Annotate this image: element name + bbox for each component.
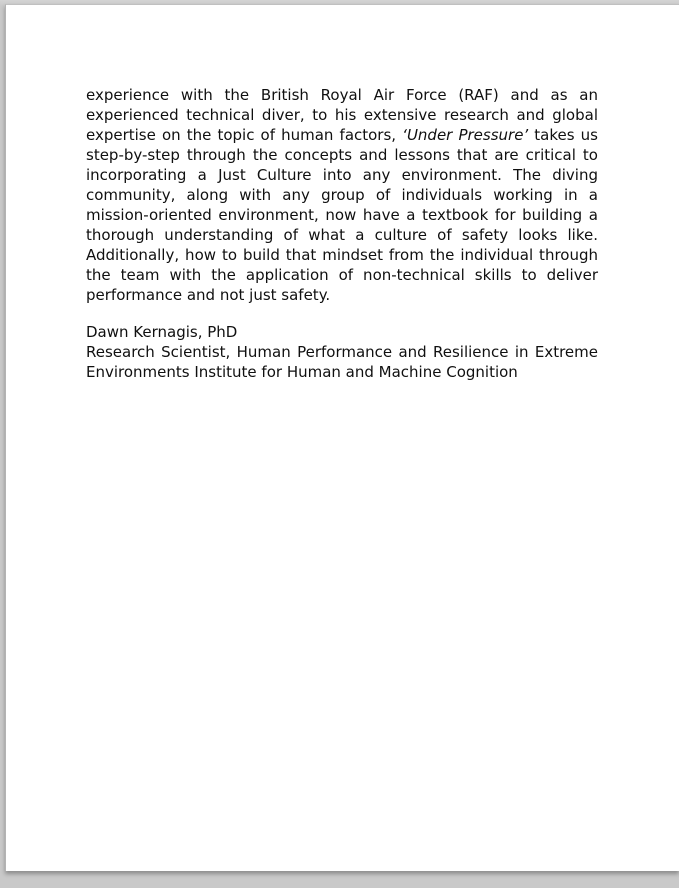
endorsement-text-before-title: experience with the British Royal Air Force (RAF) and as an experienced technical diver, to his extensive research and global expertise on the topic of human factors, bbox=[86, 86, 598, 144]
signature-block bbox=[86, 322, 598, 382]
endorsement-paragraph bbox=[86, 85, 598, 305]
signature-name: Dawn Kernagis, PhD bbox=[86, 323, 238, 341]
page-content bbox=[86, 85, 598, 382]
endorsement-text-after-title: takes us step-by-step through the concepts and lessons that are critical to incorporating a Just Culture into any environment. The diving community, along with any group of individuals working in a mission-oriented environment, now have a textbook for building a thorough understanding of what a culture of safety looks like. Additionally, how to build that mindset from the individual through the team with the application of non-technical skills to deliver performance and not just safety. bbox=[86, 126, 598, 304]
book-title-italic: ‘Under Pressure’ bbox=[402, 126, 529, 144]
signature-title: Research Scientist, Human Performance and Resilience in Extreme Environments Institute for Human and Machine Cognition bbox=[86, 343, 598, 381]
document-page bbox=[5, 4, 679, 871]
